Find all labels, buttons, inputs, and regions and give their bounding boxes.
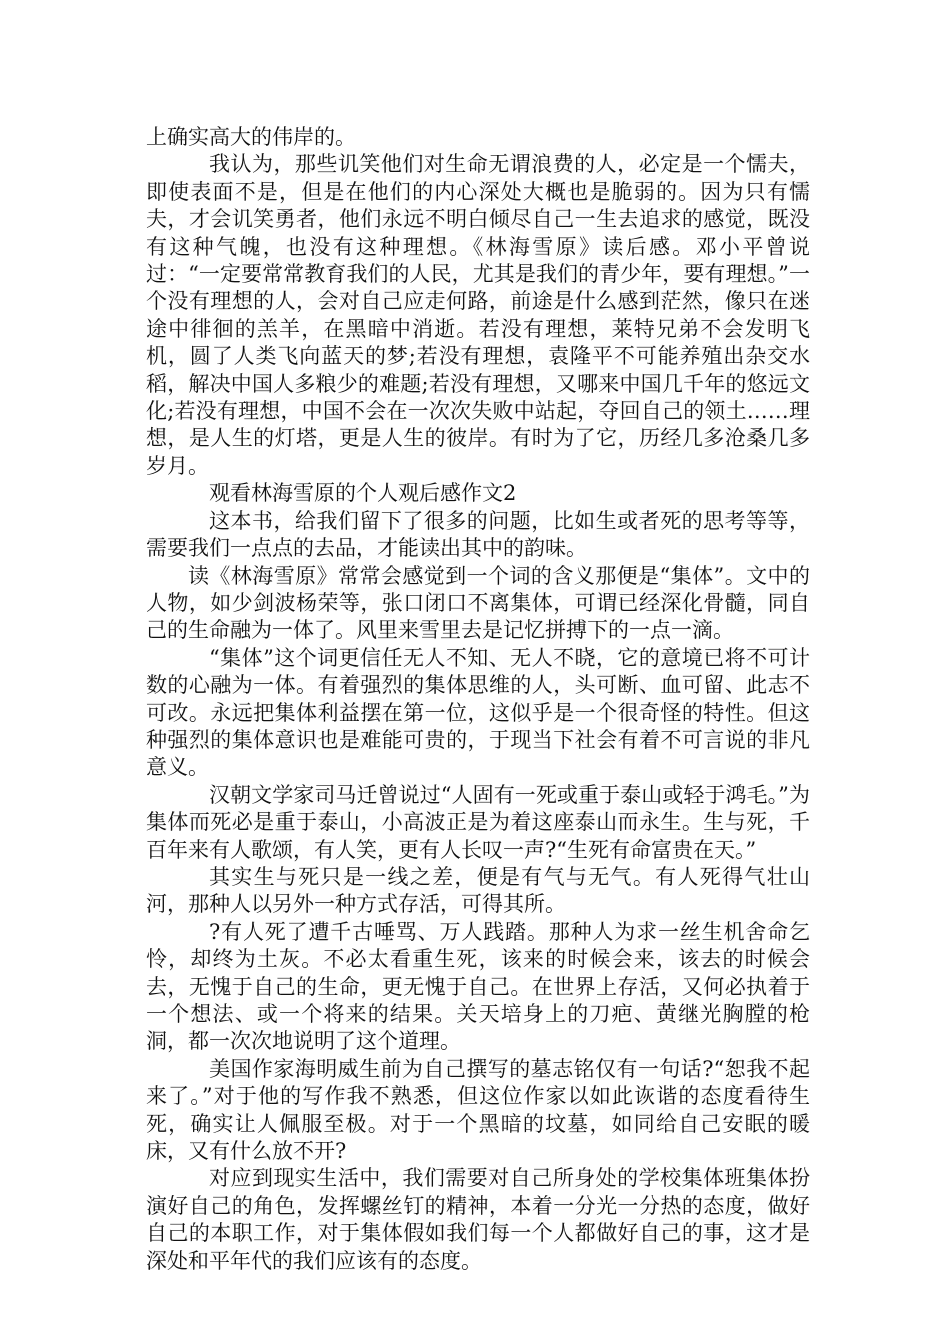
paragraph-8: ?有人死了遭千古唾骂、万人践踏。那种人为求一丝生机舍命乞怜，却终为土灰。不必太看重生死，该来的时候会来，该去的时候会去，无愧于自己的生命，更无愧于自己。在世界上存活，又何必执着于一个想法、或一个将来的结果。关天培身上的刀疤、黄继光胸膛的枪洞，都一次次地说明了这个道理。 bbox=[146, 919, 810, 1054]
paragraph-1: 上确实高大的伟岸的。 bbox=[146, 125, 356, 149]
paragraph-2: 我认为，那些讥笑他们对生命无谓浪费的人，必定是一个懦夫，即使表面不是，但是在他们的内心深处大概也是脆弱的。因为只有懦夫，才会讥笑勇者，他们永远不明白倾尽自己一生去追求的感觉，既没有这种气魄，也没有这种理想。《林海雪原》读后感。邓小平曾说过：“一定要常常教育我们的人民，尤其是我们的青少年，要有理想。”一个没有理想的人，会对自己应走何路，前途是什么感到茫然，像只在迷途中徘徊的羔羊，在黑暗中消逝。若没有理想，莱特兄弟不会发明飞机，圆了人类飞向蓝天的梦;若没有理想，袁隆平不可能养殖出杂交水稻，解决中国人多粮少的难题;若没有理想，又哪来中国几千年的悠远文化;若没有理想，中国不会在一次次失败中站起，夺回自己的领土……理想，是人生的灯塔，更是人生的彼岸。有时为了它，历经几多沧桑几多岁月。 bbox=[146, 152, 810, 478]
paragraph-3: 这本书，给我们留下了很多的问题，比如生或者死的思考等等，需要我们一点点的去品，才能读出其中的韵味。 bbox=[146, 508, 810, 561]
document-body bbox=[146, 124, 810, 1275]
paragraph-4: 读《林海雪原》常常会感觉到一个词的含义那便是“集体”。文中的人物，如少剑波杨荣等，张口闭口不离集体，可谓已经深化骨髓，同自己的生命融为一体了。风里来雪里去是记忆拼搏下的一点一滴。 bbox=[146, 563, 810, 643]
paragraph-5: “集体”这个词更信任无人不知、无人不晓，它的意境已将不可计数的心融为一体。有着强烈的集体思维的人，头可断、血可留、此志不可改。永远把集体利益摆在第一位，这似乎是一个很奇怪的特性。但这种强烈的集体意识也是难能可贵的，于现当下社会有着不可言说的非凡意义。 bbox=[146, 645, 810, 780]
section-heading: 观看林海雪原的个人观后感作文2 bbox=[209, 481, 517, 506]
paragraph-7: 其实生与死只是一线之差，便是有气与无气。有人死得气壮山河，那种人以另外一种方式存活，可得其所。 bbox=[146, 864, 810, 917]
paragraph-6: 汉朝文学家司马迁曾说过“人固有一死或重于泰山或轻于鸿毛。”为集体而死必是重于泰山，小高波正是为着这座泰山而永生。生与死，千百年来有人歌颂，有人笑，更有人长叹一声?“生死有命富贵在天。” bbox=[146, 782, 810, 862]
paragraph-9: 美国作家海明威生前为自己撰写的墓志铭仅有一句话?“恕我不起来了。”对于他的写作我不熟悉，但这位作家以如此诙谐的态度看待生死，确实让人佩服至极。对于一个黑暗的坟墓，如同给自己安眠的暖床，又有什么放不开? bbox=[146, 1056, 810, 1164]
paragraph-10: 对应到现实生活中，我们需要对自己所身处的学校集体班集体扮演好自己的角色，发挥螺丝钉的精神，本着一分光一分热的态度，做好自己的本职工作，对于集体假如我们每一个人都做好自己的事，这才是深处和平年代的我们应该有的态度。 bbox=[146, 1166, 810, 1273]
